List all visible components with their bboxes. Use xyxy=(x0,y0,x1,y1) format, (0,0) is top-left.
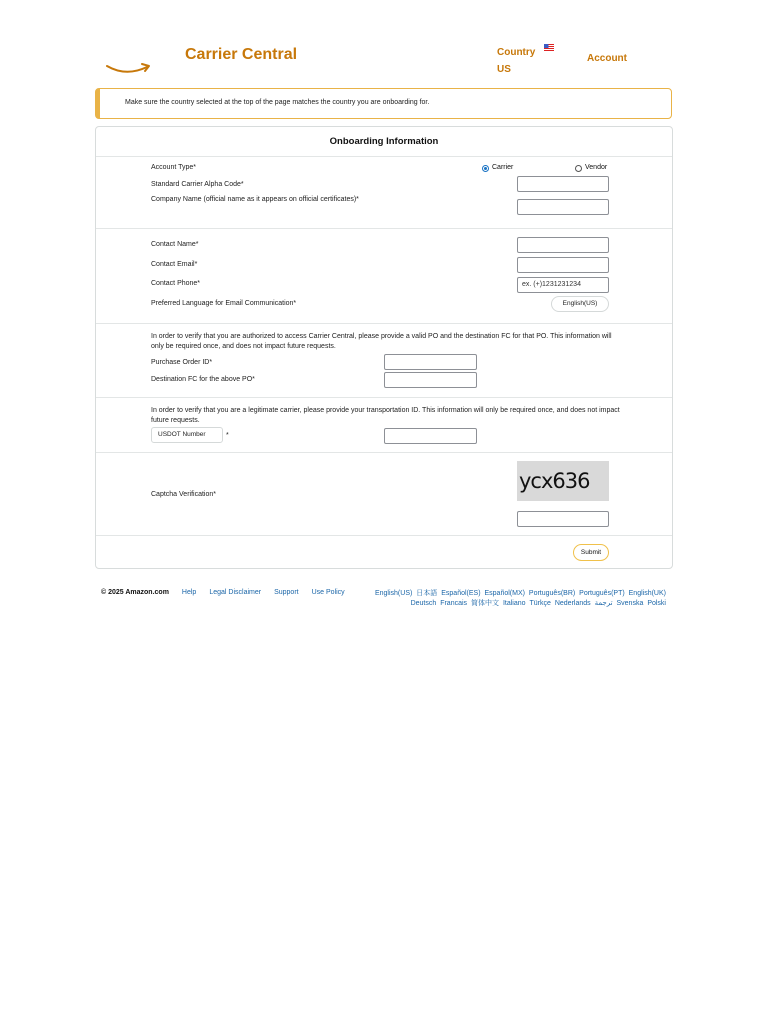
notice-text: Make sure the country selected at the top of the page matches the country you are onboarding for. xyxy=(125,99,430,106)
transport-instructions: In order to verify that you are a legitimate carrier, please provide your transportation ID. This information will only be required once, and does not impact future requests. xyxy=(151,407,620,424)
captcha-input[interactable] xyxy=(517,511,609,527)
amazon-smile-logo-icon[interactable] xyxy=(104,56,154,74)
lang-link[interactable]: English(UK) xyxy=(628,590,666,597)
country-value: US xyxy=(497,64,511,75)
contact-name-label: Contact Name* xyxy=(151,241,199,248)
us-flag-icon[interactable] xyxy=(544,44,554,51)
radio-unchecked-icon[interactable] xyxy=(575,165,582,172)
divider xyxy=(96,228,672,229)
onboarding-form xyxy=(95,126,673,569)
lang-link[interactable]: Svenska xyxy=(616,600,644,607)
scac-input[interactable] xyxy=(517,176,609,192)
lang-link[interactable]: Nederlands xyxy=(554,600,591,607)
language-label: Preferred Language for Email Communication* xyxy=(151,300,297,307)
lang-link[interactable]: Türkçe xyxy=(529,600,551,607)
contact-phone-label: Contact Phone* xyxy=(151,280,201,287)
dest-fc-label: Destination FC for the above PO* xyxy=(151,376,255,383)
contact-name-input[interactable] xyxy=(517,237,609,253)
submit-button[interactable]: Submit xyxy=(573,544,609,561)
country-selector[interactable] xyxy=(497,44,535,78)
lang-link[interactable]: Español(ES) xyxy=(441,590,481,597)
lang-link[interactable]: Polski xyxy=(647,600,666,607)
company-name-input[interactable] xyxy=(517,199,609,215)
lang-link[interactable]: Deutsch xyxy=(410,600,437,607)
lang-link[interactable]: Francais xyxy=(440,600,468,607)
footer-link-legal[interactable]: Legal Disclaimer xyxy=(209,589,262,596)
lang-link[interactable]: Português(PT) xyxy=(579,590,625,597)
language-select[interactable]: English(US) xyxy=(551,296,609,312)
lang-link[interactable]: 日本語 xyxy=(416,590,438,597)
account-type-label: Account Type* xyxy=(151,164,197,171)
footer-links xyxy=(101,589,358,596)
radio-carrier-label: Carrier xyxy=(492,164,514,171)
contact-phone-input[interactable]: ex. (+)1231231234 xyxy=(517,277,609,293)
divider xyxy=(96,323,672,324)
contact-email-input[interactable] xyxy=(517,257,609,273)
transport-required-mark: * xyxy=(226,432,229,439)
footer-link-help[interactable]: Help xyxy=(181,589,197,596)
page-header xyxy=(0,0,768,88)
po-input[interactable] xyxy=(384,354,477,370)
divider xyxy=(96,397,672,398)
captcha-label: Captcha Verification* xyxy=(151,491,216,498)
radio-vendor-label: Vendor xyxy=(585,164,608,171)
footer-link-use-policy[interactable]: Use Policy xyxy=(311,589,345,596)
po-label: Purchase Order ID* xyxy=(151,359,213,366)
contact-email-label: Contact Email* xyxy=(151,261,198,268)
company-name-label: Company Name (official name as it appears on official certificates)* xyxy=(151,196,359,203)
brand-title: Carrier Central xyxy=(185,46,298,63)
form-title: Onboarding Information xyxy=(329,136,439,147)
divider xyxy=(96,535,672,536)
lang-link[interactable]: Italiano xyxy=(502,600,526,607)
language-links xyxy=(366,589,666,609)
radio-carrier[interactable] xyxy=(482,163,513,173)
footer-link-support[interactable]: Support xyxy=(274,589,299,596)
radio-checked-icon[interactable] xyxy=(482,165,489,172)
dest-fc-input[interactable] xyxy=(384,372,477,388)
lang-link[interactable]: 简体中文 xyxy=(471,600,499,607)
transport-id-input[interactable] xyxy=(384,428,477,444)
lang-link[interactable]: ترجمة xyxy=(594,600,613,607)
radio-vendor[interactable] xyxy=(575,163,607,173)
account-menu[interactable]: Account xyxy=(587,53,627,64)
copyright: © 2025 Amazon.com xyxy=(101,589,169,596)
transport-id-type-select[interactable]: USDOT Number xyxy=(151,427,223,443)
lang-link[interactable]: Português(BR) xyxy=(528,590,576,597)
po-instructions: In order to verify that you are authorized to access Carrier Central, please provide a valid PO and the destination FC for that PO. This information will only be required once, and does not impact future requests. xyxy=(151,333,612,350)
lang-link[interactable]: Español(MX) xyxy=(484,590,525,597)
scac-label: Standard Carrier Alpha Code* xyxy=(151,181,244,188)
country-notice-banner xyxy=(95,88,672,119)
captcha-image: ycx636 xyxy=(517,461,609,501)
lang-link[interactable]: English(US) xyxy=(374,590,413,597)
divider xyxy=(96,452,672,453)
divider xyxy=(96,156,672,157)
country-label: Country xyxy=(497,47,536,58)
